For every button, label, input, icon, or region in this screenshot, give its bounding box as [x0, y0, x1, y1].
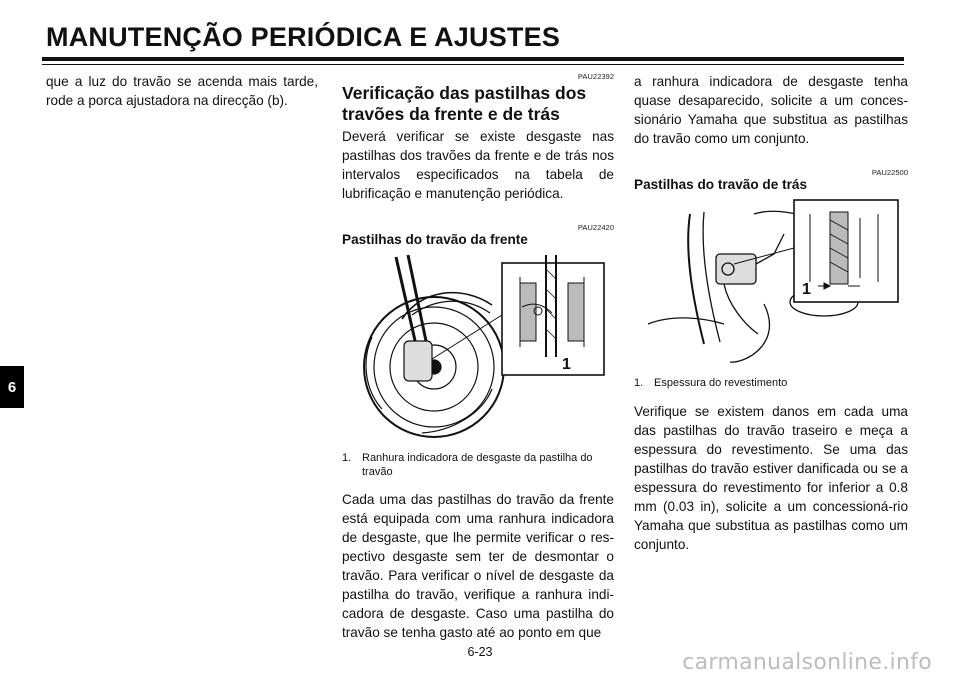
front-pads-code: PAU22420: [577, 223, 614, 232]
rear-brake-illustration: [634, 194, 908, 374]
rear-caption-text: Espessura do revestimento: [654, 377, 788, 389]
rear-pads-paragraph: Verifique se existem danos em cada uma das pastilhas do travão traseiro e meça a espessura do revestimento. Se uma das pastilhas do travão estiver danificada ou se a espessura do revestimento for inferior a 0.8 mm (0.03 in), solicite a um concessioná-rio Yamaha que substitua as pastilhas como um conjunto.: [634, 404, 908, 552]
front-brake-illustration: [342, 249, 614, 439]
front-caption-text: Ranhura indicadora de desgaste da pastilha do travão: [362, 452, 593, 478]
section-intro: Deverá verificar se existe desgaste nas pastilhas dos travões da frente e de trás nos intervalos especificados na tabela de lubrificação e manutenção periódica.: [342, 129, 614, 201]
watermark: carmanualsonline.info: [682, 650, 932, 675]
front-pads-paragraph: Cada uma das pastilhas do travão da frente está equipada com uma ranhura indicadora de desgaste, que lhe permite verificar o res-pectivo desgaste sem ter de desmontar o travão. Para verificar o nível de desgaste da pastilha do travão, verifique a ranhura indi-cadora de desgaste. Caso uma pastilha do travão se tenha gasto até ao ponto em que: [342, 492, 614, 640]
rear-callout-label: 1: [802, 281, 811, 298]
rear-figure-caption: [634, 376, 908, 390]
continuation-paragraph: a ranhura indicadora de desgaste tenha quase desaparecido, solicite a um conces-sionário Yamaha que substitua as pastilhas do travão como um conjunto.: [634, 74, 908, 146]
front-caption-number: 1.: [342, 452, 352, 464]
front-figure-caption: [342, 451, 614, 479]
column-2: [342, 72, 614, 642]
chapter-tab: 6: [0, 366, 24, 408]
section-heading: Verificação das pastilhas dos travões da frente e de trás: [342, 83, 587, 124]
front-pads-heading: Pastilhas do travão da frente: [342, 232, 528, 247]
rear-pads-code: PAU22500: [871, 168, 908, 177]
page-number: 6-23: [467, 645, 493, 659]
front-wheel-drawing: [364, 255, 504, 437]
page-header-title: MANUTENÇÃO PERIÓDICA E AJUSTES: [46, 22, 561, 52]
header-rule-thin: [42, 64, 904, 65]
rear-pads-heading: Pastilhas do travão de trás: [634, 177, 808, 192]
front-callout-label: 1: [562, 356, 571, 373]
column-3: [634, 72, 908, 554]
header-rule-thick: [42, 57, 904, 61]
rear-caption-number: 1.: [634, 377, 644, 389]
front-leader-line: [432, 315, 502, 359]
section-code: PAU22392: [577, 72, 614, 81]
column-1-paragraph: que a luz do travão se acenda mais tarde, rode a porca ajustadora na direcção (b).: [46, 74, 318, 108]
column-1: [46, 72, 318, 110]
front-detail-frame: [502, 263, 604, 375]
